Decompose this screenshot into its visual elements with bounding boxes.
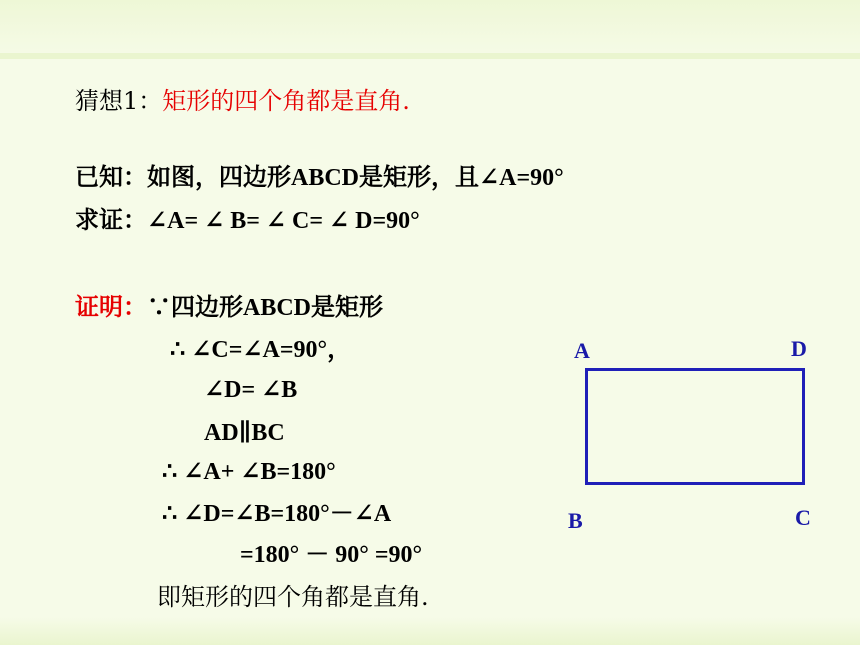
proof-line-1: ∴ ∠C=∠A=90°， — [170, 337, 352, 363]
proof-line-3: AD∥BC — [204, 420, 285, 446]
conjecture-label: 猜想1： — [75, 87, 163, 115]
proof-first-line — [75, 292, 383, 323]
proof-label: 证明： — [75, 292, 147, 321]
prove-label: 求证： — [75, 205, 147, 234]
proof-line-2: ∠D= ∠B — [204, 377, 298, 403]
given-line — [75, 162, 564, 193]
conjecture-line — [75, 86, 410, 116]
prove-text: ∠A= ∠ B= ∠ C= ∠ D=90° — [147, 208, 420, 234]
bottom-decoration-band — [0, 617, 860, 645]
vertex-label-b: B — [568, 508, 583, 533]
proof-line-5: ∴ ∠D=∠B=180°－∠A — [162, 501, 392, 527]
proof-line-4: ∴ ∠A+ ∠B=180° — [162, 459, 336, 485]
top-divider — [0, 53, 860, 59]
proof-line-6: =180° － 90° =90° — [240, 542, 423, 568]
vertex-label-a: A — [574, 338, 590, 363]
vertex-label-c: C — [795, 505, 811, 530]
conjecture-text: 矩形的四个角都是直角. — [162, 87, 410, 115]
rectangle-figure — [585, 368, 805, 485]
proof-line-7: 即矩形的四个角都是直角. — [157, 583, 429, 611]
given-label: 已知： — [75, 162, 147, 191]
given-text: 如图，四边形ABCD是矩形，且∠A=90° — [147, 165, 564, 191]
vertex-label-d: D — [791, 336, 807, 361]
prove-line — [75, 205, 420, 236]
proof-line-0: ∵四边形ABCD是矩形 — [147, 295, 384, 321]
